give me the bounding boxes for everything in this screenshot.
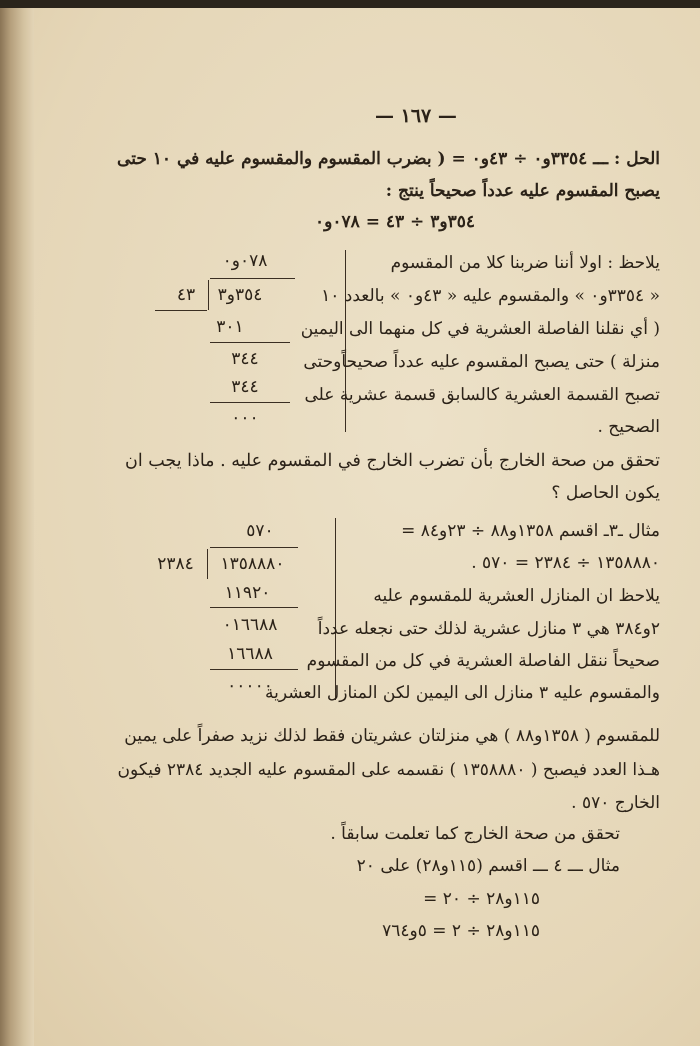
division2-step: ١٦٦٨٨: [227, 644, 273, 664]
division2-quotient: ٥٧٠: [246, 521, 274, 541]
division1-divisor-line: [155, 310, 207, 311]
note2-line: صحيحاً ننقل الفاصلة العشرية في كل من المقسوم: [306, 651, 660, 671]
division1-step: ٣٠١: [216, 317, 244, 337]
example3-divider: [335, 518, 336, 700]
note1-line: الصحيح .: [597, 417, 660, 437]
example4-line-3: ١١٥و٢٨ ÷ ٢ = ٥و٧٦٤: [382, 921, 540, 941]
verify2-line: تحقق من صحة الخارج كما تعلمت سابقاً .: [330, 824, 620, 844]
note1-line: تصبح القسمة العشرية كالسابق قسمة عشرية على: [304, 385, 660, 405]
division2-step: ١١٩٢٠: [224, 583, 271, 603]
book-binding-edge: [0, 8, 34, 1046]
example4-line-1: مثال ـــ ٤ ـــ اقسم (١١٥و٢٨) على ٢٠: [356, 856, 620, 876]
example3-line-2: ١٣٥٨٨٨٠ ÷ ٢٣٨٤ = ٥٧٠ .: [471, 553, 660, 573]
note2-line: ٢و٣٨٤ هي ٣ منازل عشرية لذلك حتى نجعله عدداً: [317, 619, 660, 639]
division1-rule: [210, 402, 290, 403]
division1-step: ٣٤٤: [231, 349, 259, 369]
division2-divisor: ٢٣٨٤: [157, 554, 194, 574]
note1-line: منزلة ) حتى يصبح المقسوم عليه عدداً صحيحاًوحتى: [303, 352, 660, 372]
division1-rule: [210, 342, 290, 343]
division1-quotient: ٠٧٨و٠: [222, 251, 268, 271]
note1-line: يلاحظ : اولا أننا ضربنا كلا من المقسوم: [390, 253, 660, 273]
division2-step: ٠١٦٦٨٨: [222, 615, 278, 635]
division1-bar: [210, 278, 295, 279]
division2-rule: [210, 607, 298, 608]
para2-line: للمقسوم ( ١٣٥٨و٨٨ ) هي منزلتان عشريتان فقط لذلك نزيد صفراً على يمين: [124, 726, 660, 746]
note1-line: ( أي نقلنا الفاصلة العشرية في كل منهما الى اليمين: [300, 319, 660, 339]
note2-line: يلاحظ ان المنازل العشرية للمقسوم عليه: [373, 586, 660, 606]
division1-bracket: [208, 280, 209, 310]
solution-line-1: الحل : ـــ ٣٣٥٤و٠ ÷ ٤٣و٠ = ( بضرب المقسوم والمقسوم عليه في ١٠ حتى: [117, 149, 660, 169]
para2-line: هـذا العدد فيصبح ( ١٣٥٨٨٨٠ ) نقسمه على المقسوم عليه الجديد ٢٣٨٤ فيكون: [117, 760, 660, 780]
solution-line-3: ٣٥٤و٣ ÷ ٤٣ = ٠٧٨و٠: [315, 212, 475, 232]
example4-line-2: ١١٥و٢٨ ÷ ٢٠ =: [423, 889, 540, 909]
division1-divisor: ٤٣: [176, 285, 196, 305]
para2-line: الخارج ٥٧٠ .: [571, 793, 660, 813]
division1-dividend: ٣٥٤و٣: [217, 285, 263, 305]
verify1-line-1: تحقق من صحة الخارج بأن تضرب الخارج في المقسوم عليه . ماذا يجب ان: [124, 451, 660, 471]
division2-bar: [210, 547, 298, 548]
note1-line: « ٣٣٥٤و٠ » والمقسوم عليه « ٤٣و٠ » بالعدد ١٠: [321, 286, 660, 306]
division1-step: ٣٤٤: [231, 377, 259, 397]
verify1-line-2: يكون الحاصل ؟: [551, 483, 660, 503]
division2-remainder: ٠٠٠٠٠: [227, 676, 273, 696]
note2-line: والمقسوم عليه ٣ منازل الى اليمين لكن المنازل العشرية: [265, 683, 660, 703]
solution-line-2: يصبح المقسوم عليه عدداً صحيحاً ينتج :: [385, 181, 660, 201]
division2-dividend: ١٣٥٨٨٨٠: [220, 554, 285, 574]
page-number: — ١٦٧ —: [375, 105, 457, 127]
division2-rule: [210, 669, 298, 670]
division1-remainder: ٠٠٠: [231, 408, 259, 428]
division2-bracket: [207, 549, 208, 579]
example3-line-1: مثال ـ٣ـ اقسم ١٣٥٨و٨٨ ÷ ٢٣و٨٤ =: [401, 521, 660, 541]
